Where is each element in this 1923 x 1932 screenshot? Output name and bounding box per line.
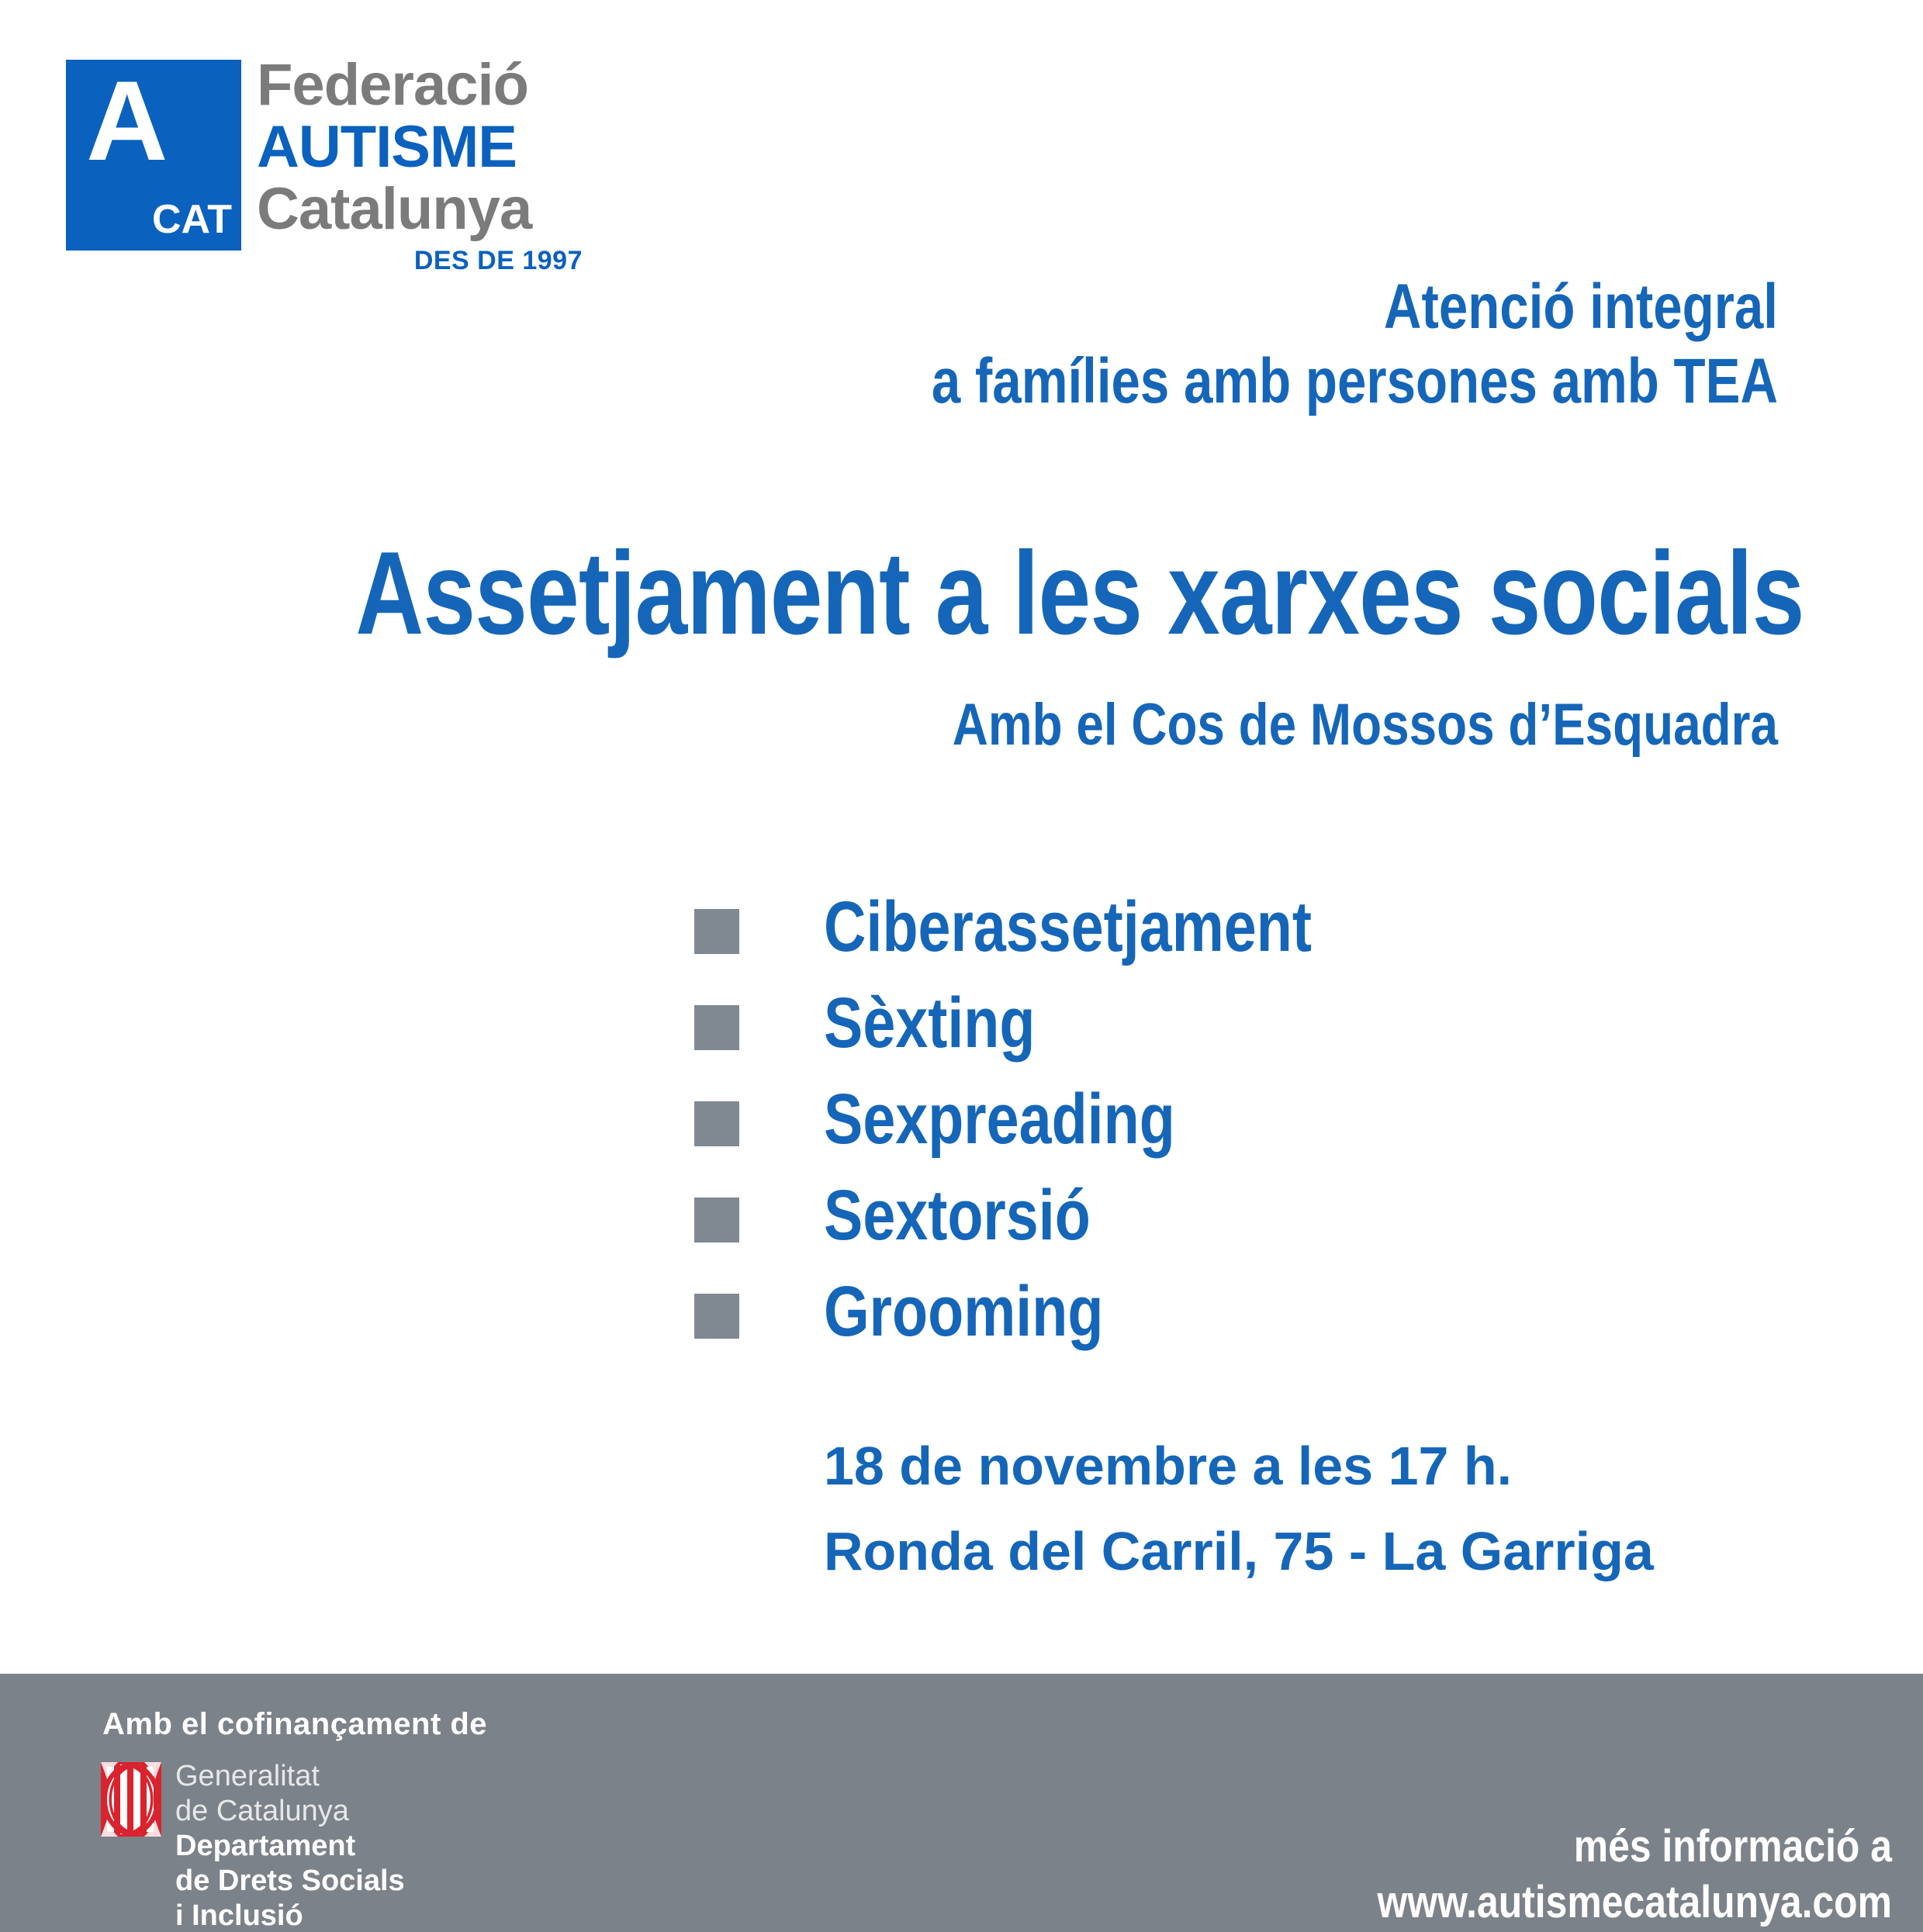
square-bullet-icon <box>694 1101 739 1146</box>
kicker-line-1: Atenció integral <box>1383 271 1778 342</box>
more-info-label: més informació a <box>1573 1821 1892 1872</box>
gencat-line-departament: Departament <box>175 1830 356 1862</box>
cofunding-label: Amb el cofinançament de <box>102 1707 488 1741</box>
logo-wordmark <box>257 54 583 276</box>
logo-wordmark-line-1: Federació <box>257 52 529 118</box>
federacio-autisme-catalunya-logo <box>66 54 609 279</box>
website-url[interactable]: www.autismecatalunya.com <box>1377 1877 1892 1927</box>
generalitat-de-catalunya-logo <box>101 1760 504 1932</box>
logo-mark-square <box>66 57 241 251</box>
gencat-line-inclusio: i Inclusió <box>175 1899 303 1932</box>
square-bullet-icon <box>694 909 739 954</box>
list-item-label: Sextorsió <box>824 1176 1091 1255</box>
generalitat-shield-icon <box>101 1762 161 1837</box>
list-item <box>694 980 1780 1077</box>
main-title-container <box>0 527 1804 659</box>
square-bullet-icon <box>694 1005 739 1050</box>
gencat-line-generalitat: Generalitat <box>175 1760 320 1792</box>
logo-letter-a: A <box>86 57 167 184</box>
list-item-label: Ciberassetjament <box>824 887 1312 966</box>
square-bullet-icon <box>694 1198 739 1242</box>
list-item-label: Sèxting <box>824 983 1036 1063</box>
list-item-label: Grooming <box>824 1272 1104 1351</box>
logo-label-cat: CAT <box>151 197 232 242</box>
list-item <box>694 1269 1780 1365</box>
event-details <box>824 1423 1654 1594</box>
list-item <box>694 1173 1780 1269</box>
kicker-heading <box>0 270 1778 419</box>
logo-since-text: DES DE 1997 <box>413 246 583 275</box>
more-info-block <box>806 1819 1892 1930</box>
list-item <box>694 884 1780 980</box>
square-bullet-icon <box>694 1294 739 1339</box>
logo-wordmark-line-3: Catalunya <box>257 176 532 242</box>
list-item-label: Sexpreading <box>824 1080 1175 1159</box>
logo-wordmark-line-2: AUTISME <box>257 114 517 180</box>
event-address: Ronda del Carril, 75 - La Garriga <box>824 1521 1654 1581</box>
topics-list <box>694 884 1780 1365</box>
gencat-line-drets-socials: de Drets Socials <box>175 1865 405 1897</box>
subtitle-container <box>0 690 1778 760</box>
page-subtitle: Amb el Cos de Mossos d’Esquadra <box>952 692 1778 758</box>
event-datetime: 18 de novembre a les 17 h. <box>824 1436 1513 1496</box>
generalitat-logo-text <box>175 1759 405 1932</box>
page-title: Assetjament a les xarxes socials <box>355 527 1804 659</box>
gencat-line-de-catalunya: de Catalunya <box>175 1795 349 1827</box>
list-item <box>694 1077 1780 1173</box>
kicker-line-2: a famílies amb persones amb TEA <box>931 346 1778 416</box>
